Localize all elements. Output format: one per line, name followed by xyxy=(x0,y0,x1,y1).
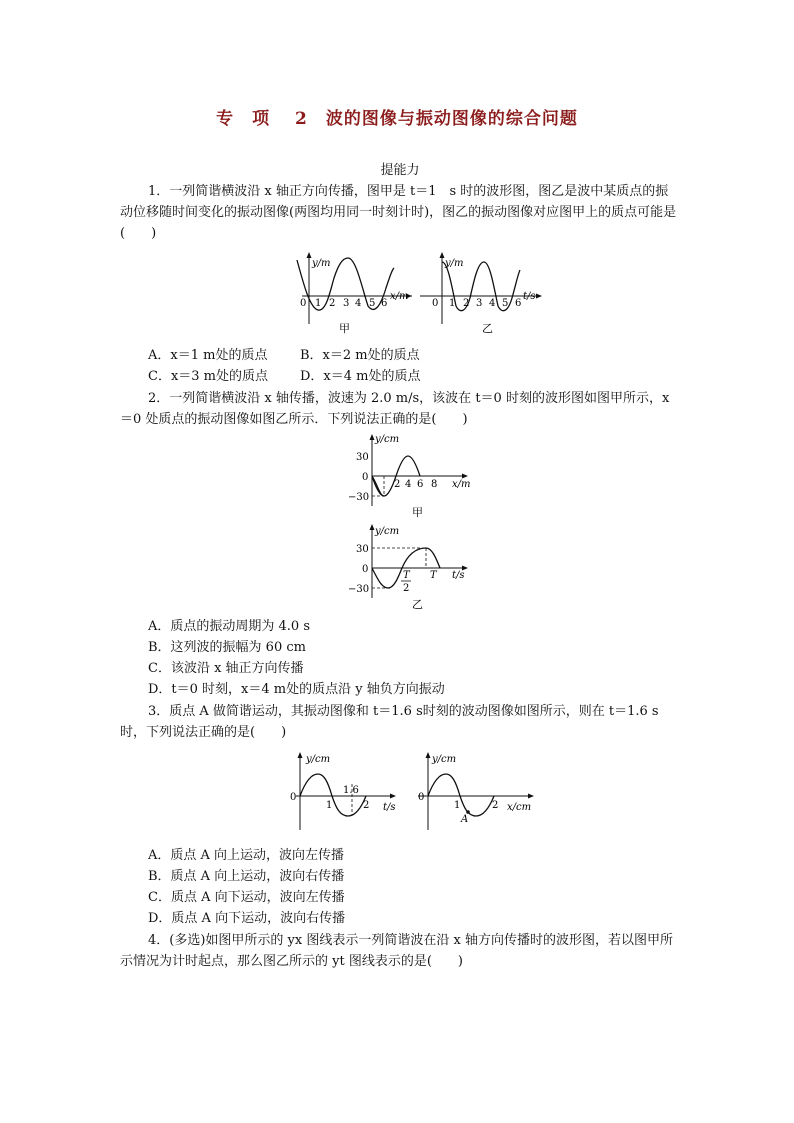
origin-label: 0 xyxy=(418,792,425,803)
tick-label: 6 xyxy=(417,479,424,490)
y-top-label: 30 xyxy=(356,452,369,463)
figure-caption: 乙 xyxy=(412,598,423,611)
x-label: t/s xyxy=(383,802,396,813)
tick-label: 2 xyxy=(394,479,401,490)
q1-option-a[interactable]: A．x＝1 m处的质点 xyxy=(148,348,268,363)
figure-caption: 甲 xyxy=(412,506,423,519)
tick-label: 1 xyxy=(454,800,461,811)
q3-option-c[interactable]: C．质点 A 向下运动，波向左传播 xyxy=(148,890,345,905)
origin-label: 0 xyxy=(362,472,369,483)
q1-option-d[interactable]: D．x＝4 m处的质点 xyxy=(300,369,421,384)
q1-figure-yi xyxy=(420,248,550,338)
origin-label: 0 xyxy=(290,792,297,803)
x-label: x/m xyxy=(390,291,409,302)
tick-label: 2 xyxy=(463,298,470,309)
tick-label: 1 xyxy=(315,298,322,309)
q2-option-c[interactable]: C．该波沿 x 轴正方向传播 xyxy=(148,661,304,676)
x-label: t/s xyxy=(452,570,465,581)
question-2-stem: 2．一列简谐横波沿 x 轴传播，波速为 2.0 m/s，该波在 t＝0 时刻的波形图如图甲所示，x＝0 处质点的振动图像如图乙所示．下列说法正确的是( ) xyxy=(120,391,670,427)
q2-figure-yi xyxy=(340,522,480,614)
marker-label: 1.6 xyxy=(343,785,359,796)
q3-figure-right xyxy=(412,748,542,834)
point-a-label: A xyxy=(461,814,469,825)
tick-label: 8 xyxy=(431,479,438,490)
q2-option-b[interactable]: B．这列波的振幅为 60 cm xyxy=(148,640,306,655)
q2-figure-jia xyxy=(340,432,480,522)
tick-label: 5 xyxy=(502,298,509,309)
tick-label: 4 xyxy=(489,298,496,309)
y-bottom-label: −30 xyxy=(348,584,370,595)
y-label: y/m xyxy=(312,258,331,269)
q1-figure-jia xyxy=(282,248,422,338)
origin-label: 0 xyxy=(432,298,439,309)
page-title: 专 项 2 波的图像与振动图像的综合问题 xyxy=(216,109,578,129)
tick-label: 4 xyxy=(355,298,362,309)
tick-label: 6 xyxy=(515,298,522,309)
half-period-numerator: T xyxy=(403,570,410,581)
wave-curve xyxy=(428,774,494,816)
q2-option-a[interactable]: A．质点的振动周期为 4.0 s xyxy=(148,619,310,634)
origin-label: 0 xyxy=(300,298,307,309)
tick-label: 2 xyxy=(492,800,499,811)
tick-label: 1 xyxy=(449,298,456,309)
q1-option-c[interactable]: C．x＝3 m处的质点 xyxy=(148,369,269,384)
tick-label: 4 xyxy=(405,479,412,490)
x-label: t/s xyxy=(523,291,536,302)
tick-label: 2 xyxy=(329,298,336,309)
tick-label: 3 xyxy=(476,298,483,309)
section-heading: 提能力 xyxy=(380,163,420,178)
y-label: y/cm xyxy=(432,754,457,765)
y-label: y/cm xyxy=(375,434,400,445)
q3-option-b[interactable]: B．质点 A 向上运动，波向右传播 xyxy=(148,869,345,884)
y-label: y/cm xyxy=(375,526,400,537)
question-3-stem: 3．质点 A 做简谐运动，其振动图像和 t＝1.6 s时刻的波动图像如图所示，则在 t＝1.6 s时，下列说法正确的是( ) xyxy=(120,704,659,740)
y-label: y/cm xyxy=(306,754,331,765)
question-1-stem: 1．一列简谐横波沿 x 轴正方向传播，图甲是 t＝1 s 时的波形图，图乙是波中某质点的振动位移随时间变化的振动图像(两图均用同一时刻计时)，图乙的振动图像对应图甲上的质点可能是( ) xyxy=(120,184,677,241)
half-period-denominator: 2 xyxy=(403,583,410,594)
q3-option-a[interactable]: A．质点 A 向上运动，波向左传播 xyxy=(148,848,345,863)
tick-label: 5 xyxy=(369,298,376,309)
tick-label: 2 xyxy=(363,800,370,811)
period-label: T xyxy=(430,570,437,581)
y-label: y/m xyxy=(445,258,464,269)
q3-option-d[interactable]: D．质点 A 向下运动，波向右传播 xyxy=(148,911,346,926)
question-4-stem: 4．(多选)如图甲所示的 yx 图线表示一列简谐波在沿 x 轴方向传播时的波形图，若以图甲所示情况为计时起点，那么图乙所示的 yt 图线表示的是( ) xyxy=(120,933,673,969)
q3-figure-left xyxy=(282,748,402,834)
x-label: x/m xyxy=(452,479,471,490)
tick-label: 6 xyxy=(381,298,388,309)
origin-label: 0 xyxy=(362,564,369,575)
figure-caption: 甲 xyxy=(339,322,350,335)
q1-option-b[interactable]: B．x＝2 m处的质点 xyxy=(300,348,420,363)
x-label: x/cm xyxy=(507,802,532,813)
q2-option-d[interactable]: D．t＝0 时刻，x＝4 m处的质点沿 y 轴负方向振动 xyxy=(148,682,445,697)
y-bottom-label: −30 xyxy=(348,492,370,503)
tick-label: 3 xyxy=(343,298,350,309)
y-top-label: 30 xyxy=(356,544,369,555)
figure-caption: 乙 xyxy=(482,322,493,335)
tick-label: 1 xyxy=(326,800,333,811)
